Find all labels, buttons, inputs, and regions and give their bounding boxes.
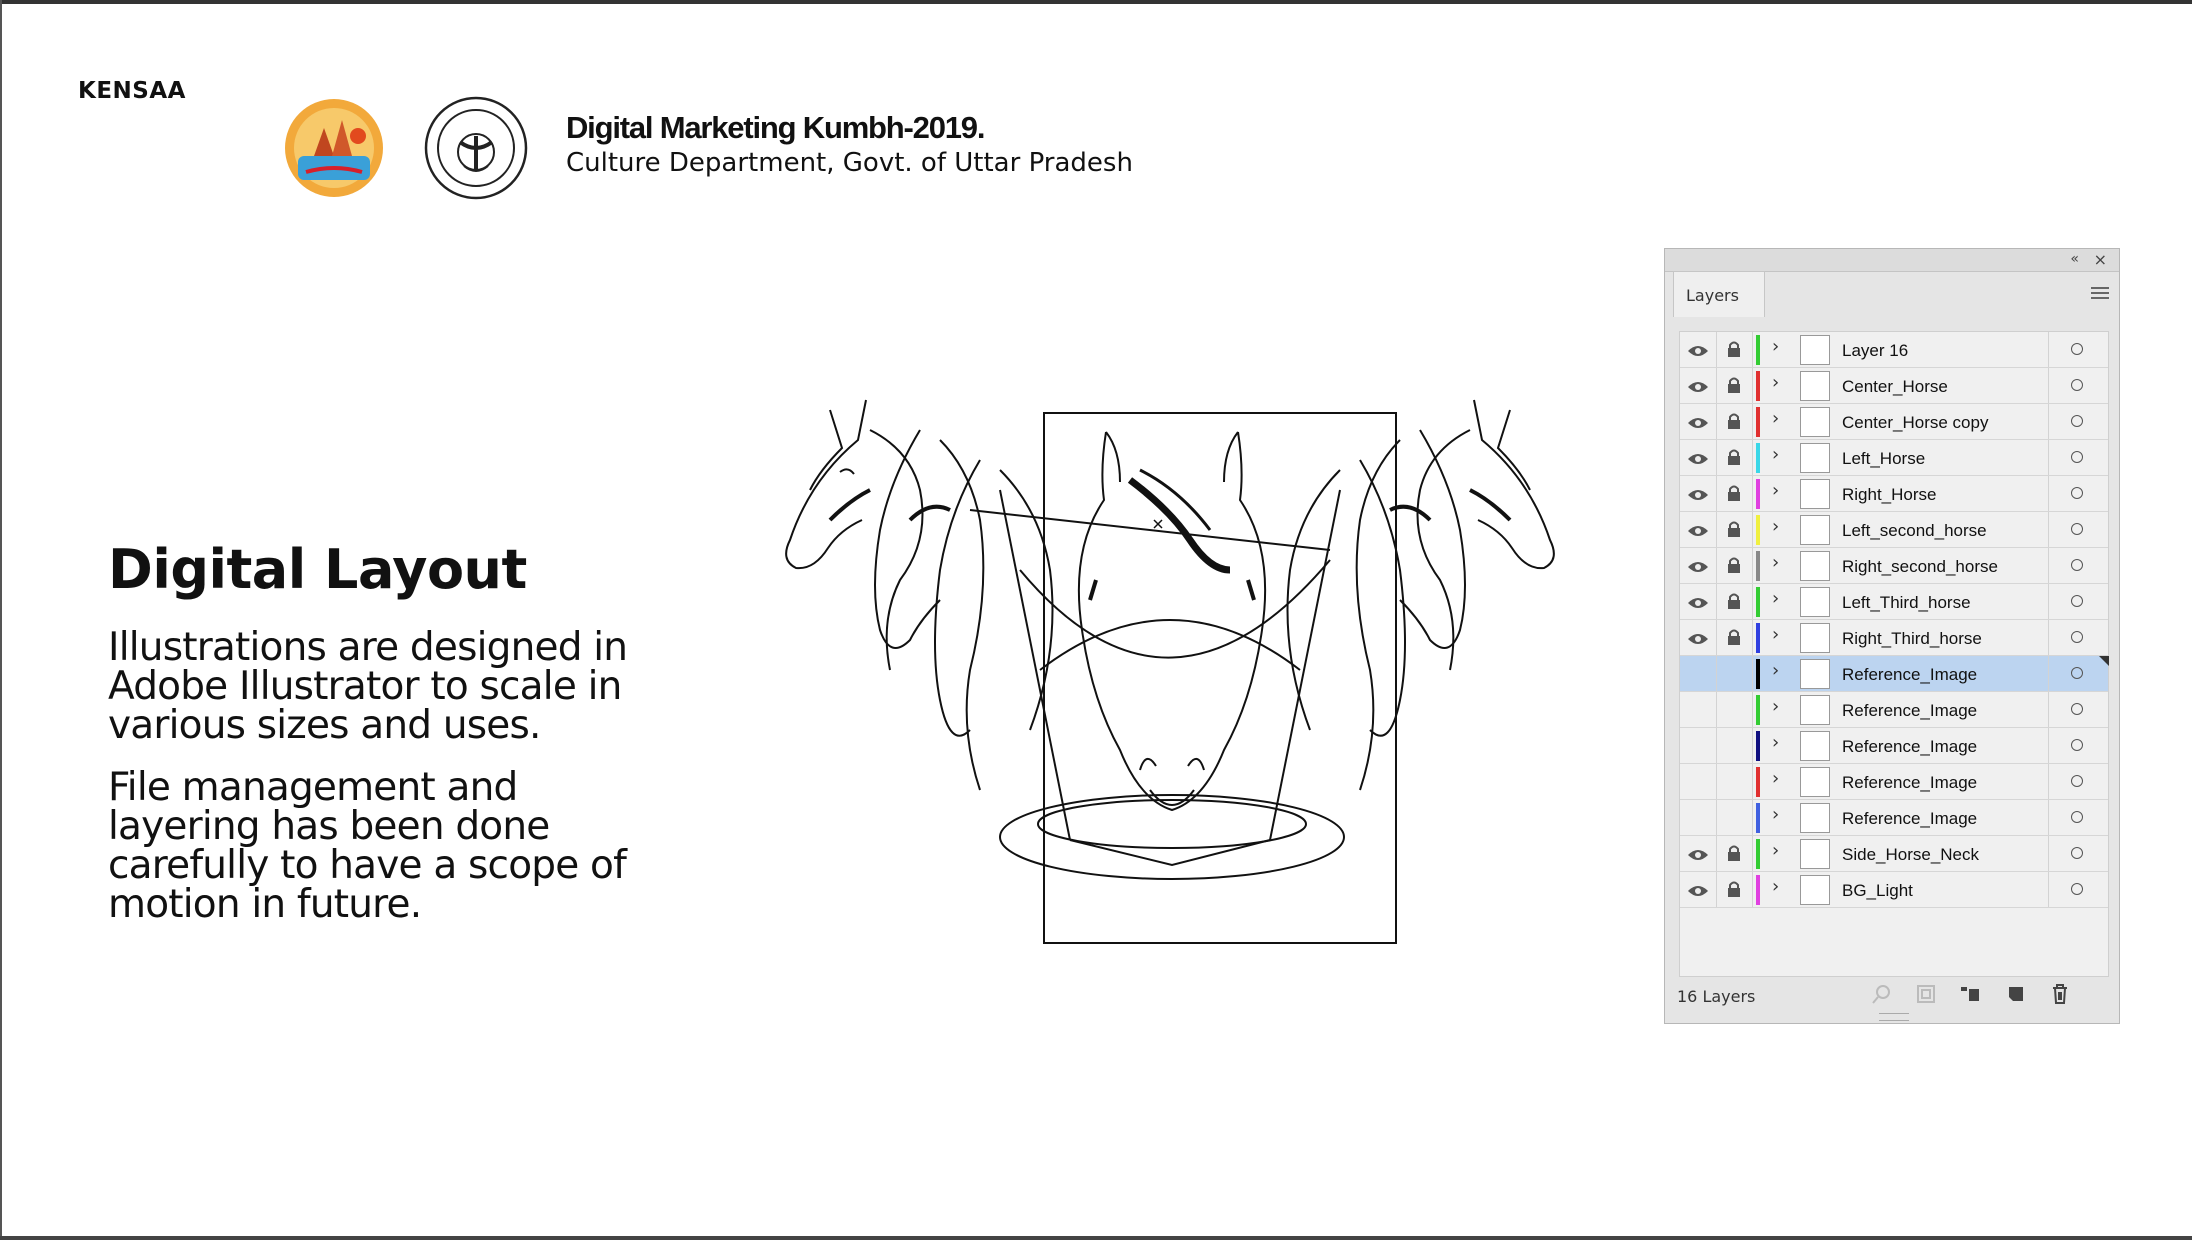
lock-toggle[interactable]	[1716, 332, 1753, 367]
header-title: Digital Marketing Kumbh-2019.	[566, 110, 985, 145]
layer-thumbnail	[1800, 371, 1830, 401]
target-circle-icon	[2071, 667, 2083, 679]
new-sublayer-icon[interactable]	[2005, 983, 2027, 1005]
layer-name[interactable]: Reference_Image	[1842, 773, 1978, 792]
lock-icon	[1727, 521, 1741, 541]
layer-color-swatch	[1756, 407, 1760, 437]
layers-panel	[1664, 248, 2120, 1024]
lock-toggle[interactable]	[1716, 872, 1753, 907]
target-toggle[interactable]	[2048, 368, 2109, 403]
layer-name[interactable]: Center_Horse copy	[1842, 413, 1989, 432]
target-toggle[interactable]	[2048, 656, 2109, 691]
target-toggle[interactable]	[2048, 728, 2109, 763]
visibility-toggle[interactable]	[1680, 800, 1717, 835]
collapse-panel-icon[interactable]: «	[2070, 251, 2079, 267]
layer-name[interactable]: Side_Horse_Neck	[1842, 845, 1980, 864]
layer-row[interactable]	[1680, 764, 2108, 800]
tab-layers[interactable]: Layers	[1673, 271, 1765, 317]
expand-chevron-icon[interactable]: ›	[1772, 876, 1780, 897]
layer-color-swatch	[1756, 587, 1760, 617]
layer-name[interactable]: Reference_Image	[1842, 665, 1978, 684]
visibility-toggle[interactable]	[1680, 440, 1717, 475]
visibility-toggle[interactable]	[1680, 836, 1717, 871]
visibility-toggle[interactable]	[1680, 764, 1717, 799]
lock-toggle[interactable]	[1716, 368, 1753, 403]
eye-icon	[1687, 415, 1709, 434]
target-circle-icon	[2071, 739, 2083, 751]
target-circle-icon	[2071, 451, 2083, 463]
expand-chevron-icon[interactable]: ›	[1772, 480, 1780, 501]
layer-row[interactable]	[1680, 440, 2108, 476]
lock-icon	[1727, 629, 1741, 649]
layer-color-swatch	[1756, 335, 1760, 365]
lock-toggle[interactable]	[1716, 440, 1753, 475]
layer-row[interactable]	[1680, 692, 2108, 728]
eye-icon	[1687, 595, 1709, 614]
target-circle-icon	[2071, 523, 2083, 535]
visibility-toggle[interactable]	[1680, 548, 1717, 583]
layer-thumbnail	[1800, 515, 1830, 545]
layer-name[interactable]: Left_Horse	[1842, 449, 1926, 468]
eye-icon	[1687, 487, 1709, 506]
layer-row[interactable]	[1680, 476, 2108, 512]
layer-row[interactable]	[1680, 332, 2108, 368]
expand-chevron-icon[interactable]: ›	[1772, 408, 1780, 429]
horse-line-artwork	[770, 370, 1570, 950]
target-circle-icon	[2071, 775, 2083, 787]
layer-color-swatch	[1756, 839, 1760, 869]
eye-icon	[1687, 559, 1709, 578]
layer-thumbnail	[1800, 839, 1830, 869]
target-toggle[interactable]	[2048, 440, 2109, 475]
visibility-toggle[interactable]	[1680, 368, 1717, 403]
lock-toggle[interactable]	[1716, 836, 1753, 871]
lock-icon	[1727, 881, 1741, 901]
target-circle-icon	[2071, 595, 2083, 607]
layer-name[interactable]: Right_second_horse	[1842, 557, 1998, 576]
brand-name: KENSAA	[78, 78, 186, 104]
lock-toggle[interactable]	[1716, 692, 1753, 727]
eye-icon	[1687, 523, 1709, 542]
lock-icon	[1727, 377, 1741, 397]
eye-icon	[1687, 451, 1709, 470]
panel-title-bar[interactable]	[1665, 249, 2119, 272]
layer-color-swatch	[1756, 443, 1760, 473]
lock-toggle[interactable]	[1716, 476, 1753, 511]
lock-icon	[1727, 449, 1741, 469]
expand-chevron-icon[interactable]: ›	[1772, 336, 1780, 357]
lock-toggle[interactable]	[1716, 548, 1753, 583]
layer-thumbnail	[1800, 335, 1830, 365]
eye-icon	[1687, 379, 1709, 398]
uttar-pradesh-emblem	[424, 96, 528, 200]
expand-chevron-icon[interactable]: ›	[1772, 516, 1780, 537]
target-toggle[interactable]	[2048, 872, 2109, 907]
layer-row[interactable]	[1680, 620, 2108, 656]
layer-thumbnail	[1800, 659, 1830, 689]
expand-chevron-icon[interactable]: ›	[1772, 840, 1780, 861]
layer-row[interactable]	[1680, 404, 2108, 440]
layer-name[interactable]: Right_Third_horse	[1842, 629, 1982, 648]
target-toggle[interactable]	[2048, 620, 2109, 655]
eye-icon	[1687, 343, 1709, 362]
layer-name[interactable]: Layer 16	[1842, 341, 1909, 360]
layer-name[interactable]: Right_Horse	[1842, 485, 1937, 504]
layer-thumbnail	[1800, 875, 1830, 905]
target-toggle[interactable]	[2048, 692, 2109, 727]
lock-toggle[interactable]	[1716, 800, 1753, 835]
layer-row[interactable]	[1680, 584, 2108, 620]
layer-name[interactable]: Reference_Image	[1842, 701, 1978, 720]
visibility-toggle[interactable]	[1680, 404, 1717, 439]
target-toggle[interactable]	[2048, 836, 2109, 871]
layer-color-swatch	[1756, 659, 1760, 689]
layer-color-swatch	[1756, 515, 1760, 545]
lock-icon	[1727, 341, 1741, 361]
layer-list	[1679, 331, 2109, 977]
layer-row[interactable]	[1680, 656, 2108, 692]
lock-icon	[1727, 845, 1741, 865]
target-toggle[interactable]	[2048, 800, 2109, 835]
layer-row[interactable]	[1680, 728, 2108, 764]
target-circle-icon	[2071, 415, 2083, 427]
target-circle-icon	[2071, 811, 2083, 823]
frame-bottom-border	[0, 1236, 2192, 1240]
lock-toggle[interactable]	[1716, 512, 1753, 547]
panel-resize-grip[interactable]	[1879, 1013, 1909, 1021]
layer-row[interactable]	[1680, 368, 2108, 404]
layer-thumbnail	[1800, 443, 1830, 473]
layer-name[interactable]: Center_Horse	[1842, 377, 1948, 396]
expand-chevron-icon[interactable]: ›	[1772, 732, 1780, 753]
target-toggle[interactable]	[2048, 584, 2109, 619]
layer-thumbnail	[1800, 767, 1830, 797]
lock-toggle[interactable]	[1716, 404, 1753, 439]
lock-toggle[interactable]	[1716, 764, 1753, 799]
visibility-toggle[interactable]	[1680, 728, 1717, 763]
visibility-toggle[interactable]	[1680, 512, 1717, 547]
target-circle-icon	[2071, 487, 2083, 499]
layer-color-swatch	[1756, 803, 1760, 833]
visibility-toggle[interactable]	[1680, 584, 1717, 619]
layer-name[interactable]: BG_Light	[1842, 881, 1913, 900]
expand-chevron-icon[interactable]: ›	[1772, 660, 1780, 681]
target-toggle[interactable]	[2048, 332, 2109, 367]
layer-count: 16 Layers	[1677, 987, 1756, 1006]
target-toggle[interactable]	[2048, 404, 2109, 439]
layer-color-swatch	[1756, 731, 1760, 761]
layer-color-swatch	[1756, 551, 1760, 581]
target-circle-icon	[2071, 343, 2083, 355]
frame-left-border	[0, 0, 2, 1240]
layer-thumbnail	[1800, 407, 1830, 437]
expand-chevron-icon[interactable]: ›	[1772, 624, 1780, 645]
expand-chevron-icon[interactable]: ›	[1772, 768, 1780, 789]
layer-name[interactable]: Reference_Image	[1842, 809, 1978, 828]
layer-name[interactable]: Left_second_horse	[1842, 521, 1987, 540]
visibility-toggle[interactable]	[1680, 476, 1717, 511]
delete-layer-icon[interactable]	[2049, 983, 2071, 1005]
collect-export-icon[interactable]	[1915, 983, 1937, 1005]
selection-indicator	[2099, 656, 2109, 666]
visibility-toggle[interactable]	[1680, 692, 1717, 727]
expand-chevron-icon[interactable]: ›	[1772, 444, 1780, 465]
expand-chevron-icon[interactable]: ›	[1772, 696, 1780, 717]
layer-color-swatch	[1756, 479, 1760, 509]
expand-chevron-icon[interactable]: ›	[1772, 372, 1780, 393]
expand-chevron-icon[interactable]: ›	[1772, 552, 1780, 573]
layer-name[interactable]: Reference_Image	[1842, 737, 1978, 756]
visibility-toggle[interactable]	[1680, 620, 1717, 655]
search-layers-icon[interactable]	[1871, 983, 1893, 1005]
target-toggle[interactable]	[2048, 764, 2109, 799]
eye-icon	[1687, 847, 1709, 866]
layer-row[interactable]	[1680, 548, 2108, 584]
target-toggle[interactable]	[2048, 476, 2109, 511]
lock-toggle[interactable]	[1716, 656, 1753, 691]
layer-color-swatch	[1756, 371, 1760, 401]
lock-icon	[1727, 413, 1741, 433]
expand-chevron-icon[interactable]: ›	[1772, 804, 1780, 825]
lock-icon	[1727, 557, 1741, 577]
close-panel-icon[interactable]: ×	[2093, 250, 2107, 269]
eye-icon	[1687, 883, 1709, 902]
layer-thumbnail	[1800, 479, 1830, 509]
layer-thumbnail	[1800, 587, 1830, 617]
eye-icon	[1687, 631, 1709, 650]
target-toggle[interactable]	[2048, 512, 2109, 547]
target-circle-icon	[2071, 631, 2083, 643]
layer-name[interactable]: Left_Third_horse	[1842, 593, 1971, 612]
panel-menu-icon[interactable]	[2091, 287, 2109, 302]
expand-chevron-icon[interactable]: ›	[1772, 588, 1780, 609]
lock-toggle[interactable]	[1716, 620, 1753, 655]
frame-top-border	[0, 0, 2192, 4]
target-circle-icon	[2071, 883, 2083, 895]
make-clipping-mask-icon[interactable]	[1959, 983, 1981, 1005]
lock-icon	[1727, 485, 1741, 505]
kumbh-logo	[284, 98, 384, 198]
layer-color-swatch	[1756, 695, 1760, 725]
header-subtitle: Culture Department, Govt. of Uttar Pradesh	[566, 148, 1133, 178]
layer-row[interactable]	[1680, 836, 2108, 872]
target-toggle[interactable]	[2048, 548, 2109, 583]
layer-thumbnail	[1800, 623, 1830, 653]
target-circle-icon	[2071, 559, 2083, 571]
visibility-toggle[interactable]	[1680, 332, 1717, 367]
target-circle-icon	[2071, 379, 2083, 391]
paragraph-file-management: File management and layering has been done carefully to have a scope of motion in future.	[108, 765, 627, 927]
lock-toggle[interactable]	[1716, 728, 1753, 763]
target-circle-icon	[2071, 847, 2083, 859]
lock-icon	[1727, 593, 1741, 613]
layer-row[interactable]	[1680, 872, 2108, 908]
visibility-toggle[interactable]	[1680, 872, 1717, 907]
section-heading: Digital Layout	[108, 538, 527, 601]
layer-color-swatch	[1756, 875, 1760, 905]
layer-color-swatch	[1756, 767, 1760, 797]
lock-toggle[interactable]	[1716, 584, 1753, 619]
layer-thumbnail	[1800, 551, 1830, 581]
layer-thumbnail	[1800, 695, 1830, 725]
layer-row[interactable]	[1680, 800, 2108, 836]
layer-color-swatch	[1756, 623, 1760, 653]
paragraph-illustrations: Illustrations are designed in Adobe Illustrator to scale in various sizes and uses.	[108, 625, 628, 748]
visibility-toggle[interactable]	[1680, 656, 1717, 691]
target-circle-icon	[2071, 703, 2083, 715]
layer-row[interactable]	[1680, 512, 2108, 548]
layer-thumbnail	[1800, 731, 1830, 761]
layer-thumbnail	[1800, 803, 1830, 833]
